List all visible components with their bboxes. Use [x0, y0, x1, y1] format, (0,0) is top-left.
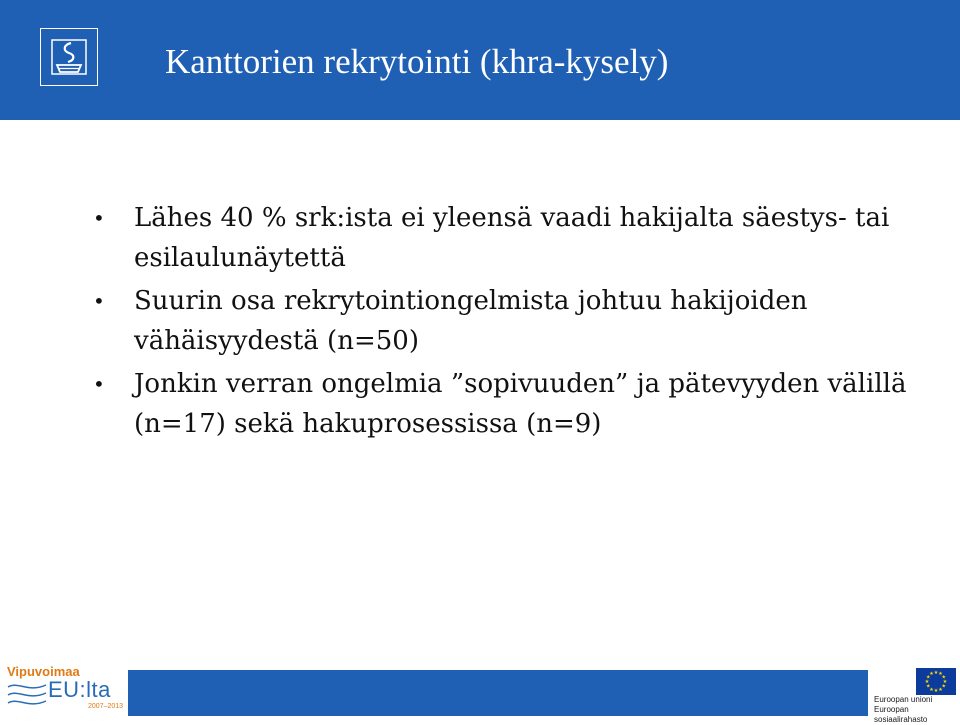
- list-item: [93, 281, 933, 361]
- svg-text:★: ★: [941, 674, 947, 681]
- church-emblem-icon: [40, 28, 98, 86]
- svg-text:★: ★: [941, 683, 947, 690]
- wave-icon: [6, 679, 50, 709]
- svg-text:★: ★: [933, 688, 939, 694]
- svg-text:★: ★: [938, 686, 943, 693]
- bullet-text: Lähes 40 % srk:ista ei yleensä vaadi hakijalta säestys- tai esilaulunäytettä: [134, 203, 890, 273]
- svg-text:★: ★: [929, 671, 934, 678]
- vipuvoimaa-title: Vipuvoimaa: [7, 664, 80, 679]
- svg-text:★: ★: [929, 686, 934, 693]
- page-title: Kanttorien rekrytointi (khra-kysely): [165, 42, 669, 81]
- eu-line-2: Euroopan sosiaalirahasto: [874, 705, 928, 724]
- bullet-marker: •: [93, 206, 105, 230]
- svg-text:★: ★: [924, 679, 930, 685]
- list-item: [93, 364, 933, 444]
- eu-logo-text: [874, 695, 960, 725]
- list-item: [93, 198, 933, 278]
- svg-text:★: ★: [925, 683, 931, 690]
- bullet-text: Jonkin verran ongelmia ”sopivuuden” ja pätevyyden välillä (n=17) sekä hakuprosessissa (n=9): [134, 369, 907, 439]
- bullet-marker: •: [93, 289, 105, 313]
- footer-band: [128, 670, 868, 716]
- footer: [0, 662, 960, 724]
- bullet-list: [93, 198, 933, 447]
- eu-flag-icon: [916, 668, 956, 695]
- vipuvoimaa-years: 2007–2013: [88, 703, 124, 710]
- svg-text:★: ★: [925, 674, 931, 681]
- svg-text:★: ★: [942, 679, 948, 685]
- bullet-marker: •: [93, 372, 105, 396]
- eu-line-1: Euroopan unioni: [874, 695, 933, 704]
- svg-text:★: ★: [933, 670, 939, 676]
- svg-text:★: ★: [938, 671, 943, 678]
- header-bar: [0, 0, 960, 120]
- vipuvoimaa-eu: EU:lta: [48, 677, 111, 702]
- bullet-text: Suurin osa rekrytointiongelmista johtuu hakijoiden vähäisyydestä (n=50): [134, 286, 808, 356]
